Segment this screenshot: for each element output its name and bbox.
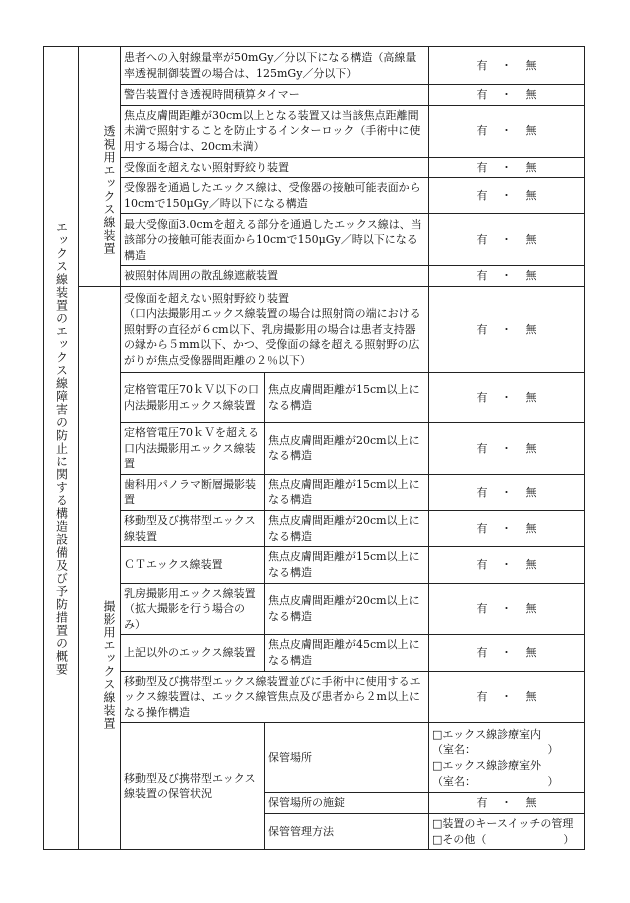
answer-no[interactable]: 無 bbox=[525, 796, 537, 810]
distance-requirement: 焦点皮膚間距離が20cm以上になる構造 bbox=[265, 583, 429, 635]
yes-no-answer[interactable] bbox=[429, 423, 585, 475]
outer-section-label: エックス線装置のエックス線障害の防止に関する構造設備及び予防措置の概要 bbox=[44, 47, 79, 850]
requirement-text: 受像面を超えない照射野絞り装置 （口内法撮影用エックス線装置の場合は照射筒の端における照射野の直径が６cm以下、乳房撮影用の場合は患者支持器の縁から５mm以下、かつ、受像面の縁を超える照射野の広がりが焦点受像器間距離の２％以下） bbox=[121, 287, 429, 373]
answer-no[interactable]: 無 bbox=[525, 124, 537, 138]
answer-yes[interactable]: 有 bbox=[476, 88, 488, 101]
device-type: 乳房撮影用エックス線装置（拡大撮影を行う場合のみ） bbox=[121, 583, 265, 635]
answer-separator: ・ bbox=[501, 88, 512, 101]
yes-no-answer[interactable] bbox=[429, 214, 585, 266]
answer-yes[interactable]: 有 bbox=[476, 521, 488, 535]
distance-requirement: 焦点皮膚間距離が15cm以上になる構造 bbox=[265, 373, 429, 423]
requirement-text: 焦点皮膚間距離が30cm以上となる装置又は当該焦点距離間未満で照射することを防止するインターロック（手術中に使用する場合は、20cm未満） bbox=[121, 105, 429, 157]
storage-method-options[interactable] bbox=[429, 814, 585, 850]
answer-separator: ・ bbox=[501, 558, 512, 572]
device-type: 移動型及び携帯型エックス線装置 bbox=[121, 511, 265, 547]
structure-equipment-table bbox=[43, 46, 585, 850]
storage-place-option[interactable]: （室名： ） bbox=[432, 774, 559, 788]
yes-no-answer[interactable] bbox=[429, 474, 585, 510]
answer-no[interactable]: 無 bbox=[525, 160, 537, 174]
answer-yes[interactable]: 有 bbox=[476, 485, 488, 499]
answer-yes[interactable]: 有 bbox=[476, 558, 488, 572]
requirement-text: 被照射体周囲の散乱線遮蔽装置 bbox=[121, 266, 429, 287]
device-type: 定格管電圧70ｋＶ以下の口内法撮影用エックス線装置 bbox=[121, 373, 265, 423]
answer-no[interactable]: 無 bbox=[525, 602, 537, 616]
yes-no-answer[interactable] bbox=[429, 105, 585, 157]
answer-separator: ・ bbox=[501, 796, 512, 810]
device-type: 定格管電圧70ｋＶを超える口内法撮影用エックス線装置 bbox=[121, 423, 265, 475]
answer-yes[interactable]: 有 bbox=[476, 690, 488, 704]
device-type: 上記以外のエックス線装置 bbox=[121, 635, 265, 671]
answer-separator: ・ bbox=[501, 485, 512, 499]
yes-no-answer[interactable] bbox=[429, 793, 585, 814]
answer-yes[interactable]: 有 bbox=[476, 233, 488, 247]
requirement-text: 受像器を通過したエックス線は、受像器の接触可能表面から10cmで150μGy／時以下になる構造 bbox=[121, 178, 429, 214]
answer-no[interactable]: 無 bbox=[525, 441, 537, 455]
distance-requirement: 焦点皮膚間距離が15cm以上になる構造 bbox=[265, 474, 429, 510]
distance-requirement: 焦点皮膚間距離が45cm以上になる構造 bbox=[265, 635, 429, 671]
storage-place-label: 保管場所 bbox=[265, 723, 429, 793]
storage-place-options[interactable] bbox=[429, 723, 585, 793]
answer-yes[interactable]: 有 bbox=[476, 58, 488, 72]
yes-no-answer[interactable] bbox=[429, 511, 585, 547]
answer-no[interactable]: 無 bbox=[525, 189, 537, 203]
device-type: 歯科用パノラマ断層撮影装置 bbox=[121, 474, 265, 510]
storage-method-option[interactable]: □その他（ ） bbox=[432, 832, 575, 846]
answer-no[interactable]: 無 bbox=[525, 485, 537, 499]
answer-separator: ・ bbox=[501, 390, 512, 404]
storage-place-option[interactable]: □エックス線診療室外 bbox=[432, 758, 542, 772]
answer-no[interactable]: 無 bbox=[525, 521, 537, 535]
yes-no-answer[interactable] bbox=[429, 671, 585, 723]
requirement-text: 移動型及び携帯型エックス線装置並びに手術中に使用するエックス線装置は、エックス線管焦点及び患者から２m以上になる操作構造 bbox=[121, 671, 429, 723]
answer-no[interactable]: 無 bbox=[525, 646, 537, 660]
requirement-text: 患者への入射線量率が50mGy／分以下になる構造（高線量率透視制御装置の場合は、125mGy／分以下） bbox=[121, 47, 429, 85]
yes-no-answer[interactable] bbox=[429, 157, 585, 178]
yes-no-answer[interactable] bbox=[429, 47, 585, 85]
yes-no-answer[interactable] bbox=[429, 583, 585, 635]
yes-no-answer[interactable] bbox=[429, 85, 585, 106]
answer-no[interactable]: 無 bbox=[525, 233, 537, 247]
answer-separator: ・ bbox=[501, 233, 512, 247]
storage-method-label: 保管管理方法 bbox=[265, 814, 429, 850]
yes-no-answer[interactable] bbox=[429, 635, 585, 671]
storage-status-label: 移動型及び携帯型エックス線装置の保管状況 bbox=[121, 723, 265, 850]
requirement-text: 受像面を超えない照射野絞り装置 bbox=[121, 157, 429, 178]
answer-separator: ・ bbox=[501, 160, 512, 174]
answer-no[interactable]: 無 bbox=[525, 58, 537, 72]
answer-yes[interactable]: 有 bbox=[476, 160, 488, 174]
distance-requirement: 焦点皮膚間距離が15cm以上になる構造 bbox=[265, 547, 429, 583]
requirement-text: 最大受像面3.0cmを超える部分を通過したエックス線は、当該部分の接触可能表面から10cmで150μGy／時以下になる構造 bbox=[121, 214, 429, 266]
radiography-group-label: 撮影用エックス線装置 bbox=[79, 287, 121, 850]
storage-place-option[interactable]: （室名： ） bbox=[432, 743, 559, 757]
answer-yes[interactable]: 有 bbox=[476, 646, 488, 660]
answer-separator: ・ bbox=[501, 124, 512, 138]
answer-no[interactable]: 無 bbox=[525, 558, 537, 572]
answer-separator: ・ bbox=[501, 322, 512, 336]
answer-yes[interactable]: 有 bbox=[476, 441, 488, 455]
distance-requirement: 焦点皮膚間距離が20cm以上になる構造 bbox=[265, 423, 429, 475]
distance-requirement: 焦点皮膚間距離が20cm以上になる構造 bbox=[265, 511, 429, 547]
requirement-text: 警告装置付き透視時間積算タイマー bbox=[121, 85, 429, 106]
answer-separator: ・ bbox=[501, 269, 512, 283]
yes-no-answer[interactable] bbox=[429, 266, 585, 287]
answer-separator: ・ bbox=[501, 189, 512, 203]
yes-no-answer[interactable] bbox=[429, 373, 585, 423]
storage-place-option[interactable]: □エックス線診療室内 bbox=[432, 727, 542, 741]
fluoroscopy-group-label: 透視用エックス線装置 bbox=[79, 47, 121, 287]
answer-yes[interactable]: 有 bbox=[476, 124, 488, 138]
storage-lock-label: 保管場所の施錠 bbox=[265, 793, 429, 814]
answer-yes[interactable]: 有 bbox=[476, 390, 488, 404]
answer-yes[interactable]: 有 bbox=[476, 189, 488, 203]
answer-separator: ・ bbox=[501, 58, 512, 72]
answer-no[interactable]: 無 bbox=[525, 322, 537, 336]
yes-no-answer[interactable] bbox=[429, 287, 585, 373]
yes-no-answer[interactable] bbox=[429, 178, 585, 214]
answer-yes[interactable]: 有 bbox=[476, 602, 488, 616]
answer-no[interactable]: 無 bbox=[525, 269, 537, 283]
answer-yes[interactable]: 有 bbox=[476, 796, 488, 810]
storage-method-option[interactable]: □装置のキースイッチの管理 bbox=[432, 817, 574, 831]
answer-separator: ・ bbox=[501, 690, 512, 704]
answer-no[interactable]: 無 bbox=[525, 390, 537, 404]
answer-separator: ・ bbox=[501, 521, 512, 535]
device-type: ＣＴエックス線装置 bbox=[121, 547, 265, 583]
answer-no[interactable]: 無 bbox=[525, 88, 537, 101]
answer-separator: ・ bbox=[501, 602, 512, 616]
answer-no[interactable]: 無 bbox=[525, 690, 537, 704]
answer-separator: ・ bbox=[501, 441, 512, 455]
answer-yes[interactable]: 有 bbox=[476, 322, 488, 336]
answer-separator: ・ bbox=[501, 646, 512, 660]
answer-yes[interactable]: 有 bbox=[476, 269, 488, 283]
yes-no-answer[interactable] bbox=[429, 547, 585, 583]
